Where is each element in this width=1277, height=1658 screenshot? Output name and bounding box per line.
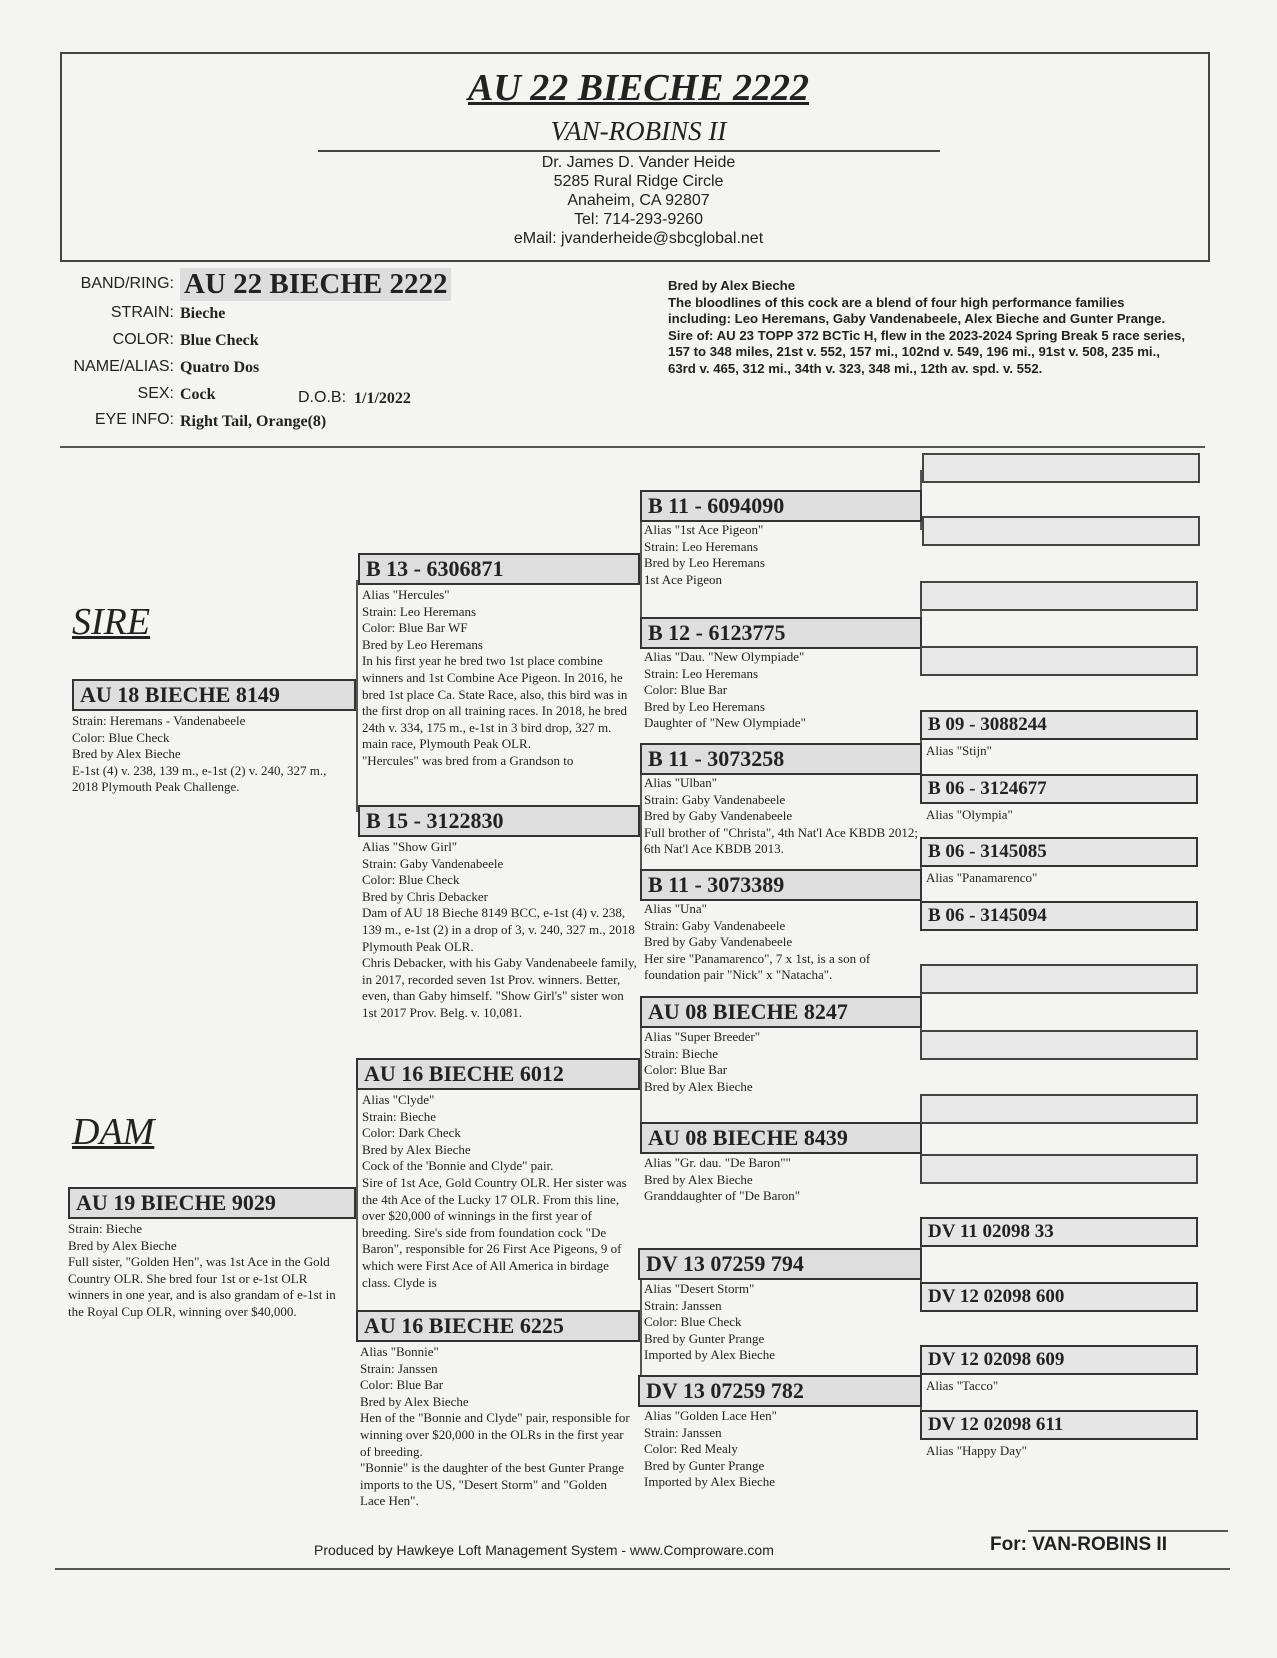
gen3-bird-6-details: Alias "Gr. dau. "De Baron"" Bred by Alex Bieche Granddaughter of "De Baron" — [644, 1155, 801, 1204]
gen2-bird-3-details: Alias "Clyde" Strain: Bieche Color: Dark Check Bred by Alex Bieche Cock of the 'Bonnie and Clyde" pair. Sire of 1st Ace, Gold Country OLR. Her sister was the 4th Ace of the Lucky 17 OLR. From this line, over $20,000 of winnings in the first year of breeding. Sire's side from foundation cock "De Baron", responsible for 26 First Ace Pigeons, 9 of which were First Ace of All America in birdage class. Clyde is — [362, 1092, 627, 1290]
gen4-bird-12-box — [920, 1154, 1198, 1184]
gen2-bird-4-band: AU 16 BIECHE 6225 — [356, 1310, 640, 1342]
color-value: Blue Check — [180, 332, 259, 349]
gen4-bird-6-alias: Alias "Olympia" — [926, 807, 1013, 822]
gen3-bird-1-details: Alias "1st Ace Pigeon" Strain: Leo Heremans Bred by Leo Heremans 1st Ace Pigeon — [644, 522, 765, 587]
gen3-bird-8-details: Alias "Golden Lace Hen" Strain: Janssen Color: Red Mealy Bred by Gunter Prange Imported by Alex Bieche — [644, 1408, 777, 1490]
loft-name: VAN-ROBINS II — [550, 116, 727, 146]
for-rule — [1028, 1530, 1228, 1532]
gen3-bird-2-band: B 12 - 6123775 — [640, 617, 922, 649]
breeder-notes: Bred by Alex Bieche The bloodlines of this cock are a blend of four high performance families including: Leo Heremans, Gaby Vandenabeele, Alex Bieche and Gunter Prange. Sire of: AU 23 TOPP 372 BCTic H, flew in the 2023-2024 Spring Break 5 race series, 157 to 348 miles, 21st v. 552, 157 mi., 102nd v. 549, 196 mi., 91st v. 508, 235 mi., 63rd v. 465, 312 mi., 34th v. 323, 348 mi., 12th av. spd. v. 552. — [668, 278, 1185, 376]
sire-label: SIRE — [72, 601, 151, 643]
gen4-bird-6-band: B 06 - 3124677 — [920, 774, 1198, 804]
gen3-bird-2-details: Alias "Dau. "New Olympiade" Strain: Leo Heremans Color: Blue Bar Bred by Leo Heremans Daughter of "New Olympiade" — [644, 649, 806, 731]
dob-value: 1/1/2022 — [354, 390, 411, 407]
gen4-bird-4-box — [920, 646, 1198, 676]
owner-city: Anaheim, CA 92807 — [567, 192, 710, 209]
gen4-bird-7-band: B 06 - 3145085 — [920, 837, 1198, 867]
dob-label: D.O.B: — [298, 389, 347, 406]
title-rule — [318, 150, 940, 152]
gen4-bird-3-box — [920, 581, 1198, 611]
connector — [640, 1265, 642, 1393]
eye-label: EYE INFO: — [94, 411, 174, 428]
footer-for: For: VAN-ROBINS II — [990, 1534, 1167, 1555]
name-value: Quatro Dos — [180, 359, 260, 376]
eye-value: Right Tail, Orange(8) — [180, 413, 327, 430]
owner-email: eMail: jvanderheide@sbcglobal.net — [513, 230, 764, 247]
dam-band: AU 19 BIECHE 9029 — [68, 1187, 356, 1219]
gen2-bird-2-band: B 15 - 3122830 — [358, 805, 640, 837]
owner-name: Dr. James D. Vander Heide — [541, 154, 736, 171]
sex-label: SEX: — [137, 385, 174, 402]
dam-label: DAM — [72, 1111, 155, 1153]
pedigree-title: AU 22 BIECHE 2222 — [467, 67, 810, 109]
connector — [356, 580, 358, 812]
owner-street: 5285 Rural Ridge Circle — [553, 173, 724, 190]
gen2-bird-3-band: AU 16 BIECHE 6012 — [356, 1058, 640, 1090]
gen4-bird-2-box — [922, 516, 1200, 546]
color-label: COLOR: — [112, 331, 174, 348]
gen3-bird-5-details: Alias "Super Breeder" Strain: Bieche Color: Blue Bar Bred by Alex Bieche — [644, 1029, 761, 1094]
gen3-bird-4-details: Alias "Una" Strain: Gaby Vandenabeele Bred by Gaby Vandenabeele Her sire "Panamarenco", 7 x 1st, is a son of foundation pair "Nick" x "Natacha". — [644, 901, 871, 983]
gen3-bird-6-band: AU 08 BIECHE 8439 — [640, 1122, 922, 1154]
gen4-bird-15-band: DV 12 02098 609 — [920, 1345, 1198, 1375]
gen4-bird-16-band: DV 12 02098 611 — [920, 1410, 1198, 1440]
band-value: AU 22 BIECHE 2222 — [180, 268, 451, 301]
gen4-bird-10-box — [920, 1030, 1198, 1060]
owner-phone: Tel: 714-293-9260 — [574, 211, 703, 228]
gen4-bird-15-alias: Alias "Tacco" — [926, 1378, 999, 1393]
footer-produced: Produced by Hawkeye Loft Management System - www.Comproware.com — [314, 1542, 774, 1558]
gen3-bird-4-band: B 11 - 3073389 — [640, 869, 922, 901]
band-label: BAND/RING: — [80, 275, 174, 292]
sire-band: AU 18 BIECHE 8149 — [72, 679, 356, 711]
gen3-bird-7-details: Alias "Desert Storm" Strain: Janssen Color: Blue Check Bred by Gunter Prange Imported by Alex Bieche — [644, 1281, 776, 1363]
sex-value: Cock — [180, 386, 216, 403]
gen4-bird-14-band: DV 12 02098 600 — [920, 1282, 1198, 1312]
gen2-bird-4-details: Alias "Bonnie" Strain: Janssen Color: Blue Bar Bred by Alex Bieche Hen of the "Bonnie and Clyde" pair, responsible for winning over $20,000 in the OLRs in the first year of breeding. "Bonnie" is the daughter of the best Gunter Prange imports to the US, "Desert Storm" and "Golden Lace Hen". — [360, 1344, 630, 1509]
connector — [356, 1080, 358, 1340]
gen3-bird-8-band: DV 13 07259 782 — [638, 1375, 922, 1407]
gen4-bird-7-alias: Alias "Panamarenco" — [926, 870, 1038, 885]
gen4-bird-13-band: DV 11 02098 33 — [920, 1217, 1198, 1247]
strain-value: Bieche — [180, 305, 226, 322]
sire-details: Strain: Heremans - Vandenabeele Color: Blue Check Bred by Alex Bieche E-1st (4) v. 238, 139 m., e-1st (2) v. 240, 327 m., 2018 Plymouth Peak Challenge. — [72, 713, 327, 795]
footer-divider — [55, 1568, 1230, 1570]
gen4-bird-11-box — [920, 1094, 1198, 1124]
gen4-bird-16-alias: Alias "Happy Day" — [926, 1443, 1027, 1458]
strain-label: STRAIN: — [110, 304, 174, 321]
gen4-bird-1-box — [922, 453, 1200, 483]
gen3-bird-5-band: AU 08 BIECHE 8247 — [640, 996, 922, 1028]
gen2-bird-1-band: B 13 - 6306871 — [358, 553, 640, 585]
info-divider — [60, 446, 1205, 448]
connector — [640, 505, 642, 635]
gen4-bird-5-alias: Alias "Stijn" — [926, 743, 992, 758]
gen4-bird-8-band: B 06 - 3145094 — [920, 901, 1198, 931]
gen3-bird-1-band: B 11 - 6094090 — [640, 490, 922, 522]
gen2-bird-1-details: Alias "Hercules" Strain: Leo Heremans Color: Blue Bar WF Bred by Leo Heremans In his first year he bred two 1st place combine winners and 1st Combine Ace Pigeon. In 2016, he bred 1st place Ca. State Race, also, this bird was in the first drop on all training races. In 2018, he bred 24th v. 334, 175 m., e-1st in 3 bird drop, 327 m. main race, Plymouth Peak OLR. "Hercules" was bred from a Grandson to — [362, 587, 628, 768]
gen4-bird-9-box — [920, 964, 1198, 994]
gen2-bird-2-details: Alias "Show Girl" Strain: Gaby Vandenabeele Color: Blue Check Bred by Chris Debacker Dam of AU 18 Bieche 8149 BCC, e-1st (4) v. 238, 139 m., e-1st (2) in a drop of 3, v. 240, 327 m., 2018 Plymouth Peak OLR. Chris Debacker, with his Gaby Vandenabeele family, in 2017, recorded seven 1st Prov. winners. Better, even, than Gaby himself. "Show Girl's" sister won 1st 2017 Prov. Belg. v. 10,081. — [362, 839, 637, 1020]
name-label: NAME/ALIAS: — [73, 358, 174, 375]
gen3-bird-3-band: B 11 - 3073258 — [640, 743, 922, 775]
connector — [640, 760, 642, 885]
gen4-bird-5-band: B 09 - 3088244 — [920, 710, 1198, 740]
dam-details: Strain: Bieche Bred by Alex Bieche Full sister, "Golden Hen", was 1st Ace in the Gold Country OLR. She bred four 1st or e-1st OLR winners in one year, and is also grandam of e-1st in the Royal Cup OLR, winning over $40,000. — [68, 1221, 336, 1319]
gen3-bird-7-band: DV 13 07259 794 — [638, 1248, 922, 1280]
gen3-bird-3-details: Alias "Ulban" Strain: Gaby Vandenabeele Bred by Gaby Vandenabeele Full brother of "Christa", 4th Nat'l Ace KBDB 2012; 6th Nat'l Ace KBDB 2013. — [644, 775, 919, 857]
